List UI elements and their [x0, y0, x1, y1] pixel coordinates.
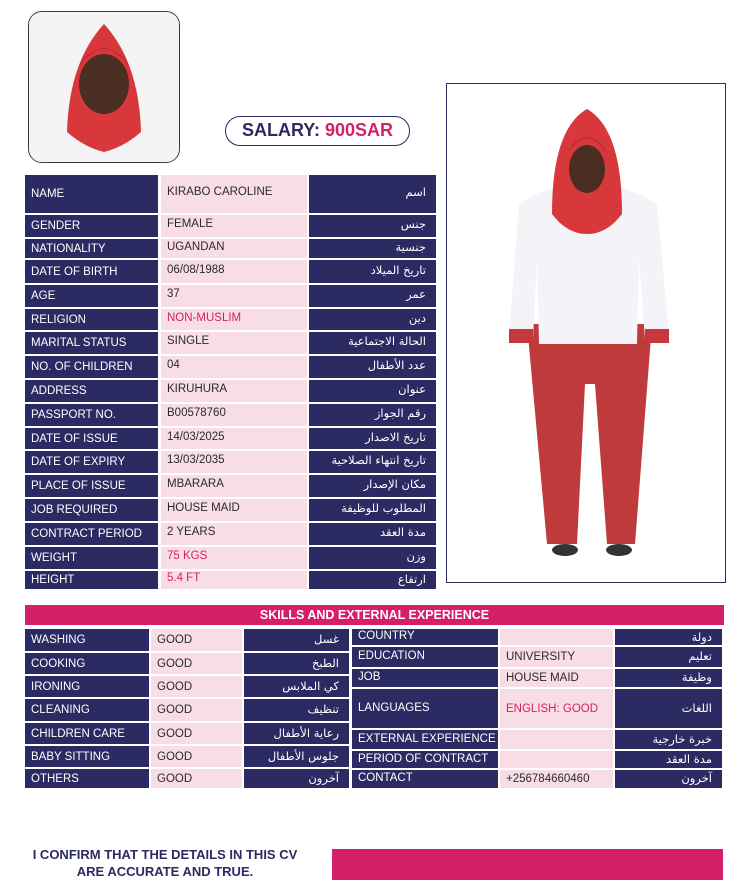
personal-arabic-label: المطلوب للوظيفة — [309, 499, 436, 521]
salary-label: SALARY: — [241, 120, 320, 140]
personal-arabic-label: جنس — [309, 215, 436, 237]
experience-value — [500, 730, 613, 749]
experience-value: +256784660460 — [500, 770, 613, 788]
personal-label: DATE OF EXPIRY — [25, 451, 158, 473]
personal-value: 06/08/1988 — [161, 260, 307, 283]
salary-badge — [225, 116, 410, 146]
personal-arabic-label: عنوان — [309, 380, 436, 402]
personal-value: 13/03/2035 — [161, 451, 307, 473]
skills-value: GOOD — [151, 769, 242, 788]
experience-value — [500, 751, 613, 768]
personal-label: NATIONALITY — [25, 239, 158, 258]
personal-value: KIRUHURA — [161, 380, 307, 402]
personal-value: 75 KGS — [161, 547, 307, 569]
experience-arabic-label: اللغات — [615, 689, 722, 728]
skills-arabic-label: كي الملابس — [244, 676, 349, 697]
personal-arabic-label: مكان الإصدار — [309, 475, 436, 497]
skills-label: IRONING — [25, 676, 149, 697]
confirmation-text: I CONFIRM THAT THE DETAILS IN THIS CV ARE ACCURATE AND TRUE. — [32, 847, 298, 879]
personal-value: UGANDAN — [161, 239, 307, 258]
experience-label: LANGUAGES — [352, 689, 498, 728]
experience-label: COUNTRY — [352, 629, 498, 645]
salary-value: 900SAR — [324, 120, 394, 140]
skills-value: GOOD — [151, 629, 242, 651]
personal-arabic-label: تاريخ الاصدار — [309, 428, 436, 449]
experience-arabic-label: تعليم — [615, 647, 722, 667]
personal-label: RELIGION — [25, 309, 158, 330]
experience-arabic-label: مدة العقد — [615, 751, 722, 768]
skills-arabic-label: غسل — [244, 629, 349, 651]
personal-arabic-label: وزن — [309, 547, 436, 569]
personal-value: KIRABO CAROLINE — [161, 175, 307, 213]
personal-value: B00578760 — [161, 404, 307, 426]
skills-value: GOOD — [151, 746, 242, 767]
experience-value: HOUSE MAID — [500, 669, 613, 687]
personal-label: DATE OF BIRTH — [25, 260, 158, 283]
personal-value: MBARARA — [161, 475, 307, 497]
personal-value: 2 YEARS — [161, 523, 307, 545]
personal-label: GENDER — [25, 215, 158, 237]
experience-arabic-label: آخرون — [615, 770, 722, 788]
portrait-illustration — [29, 12, 179, 162]
skills-label: CLEANING — [25, 699, 149, 721]
signature-bar — [332, 849, 723, 880]
personal-value: NON-MUSLIM — [161, 309, 307, 330]
skills-label: CHILDREN CARE — [25, 723, 149, 744]
personal-value: HOUSE MAID — [161, 499, 307, 521]
personal-label: DATE OF ISSUE — [25, 428, 158, 449]
personal-label: PASSPORT NO. — [25, 404, 158, 426]
personal-arabic-label: الحالة الاجتماعية — [309, 332, 436, 354]
personal-arabic-label: عمر — [309, 285, 436, 307]
portrait-photo — [28, 11, 180, 163]
skills-label: OTHERS — [25, 769, 149, 788]
skills-arabic-label: الطبخ — [244, 653, 349, 674]
personal-arabic-label: رقم الجواز — [309, 404, 436, 426]
personal-value: 37 — [161, 285, 307, 307]
personal-label: AGE — [25, 285, 158, 307]
skills-arabic-label: تنظيف — [244, 699, 349, 721]
experience-arabic-label: وظيفة — [615, 669, 722, 687]
personal-arabic-label: مدة العقد — [309, 523, 436, 545]
personal-label: JOB REQUIRED — [25, 499, 158, 521]
experience-arabic-label: دولة — [615, 629, 722, 645]
experience-label: CONTACT — [352, 770, 498, 788]
experience-arabic-label: خبرة خارجية — [615, 730, 722, 749]
skills-value: GOOD — [151, 723, 242, 744]
skills-label: BABY SITTING — [25, 746, 149, 767]
personal-label: WEIGHT — [25, 547, 158, 569]
personal-label: NO. OF CHILDREN — [25, 356, 158, 378]
personal-label: HEIGHT — [25, 571, 158, 589]
personal-label: MARITAL STATUS — [25, 332, 158, 354]
personal-value: FEMALE — [161, 215, 307, 237]
experience-label: PERIOD OF CONTRACT — [352, 751, 498, 768]
experience-value — [500, 629, 613, 645]
personal-label: ADDRESS — [25, 380, 158, 402]
personal-arabic-label: دين — [309, 309, 436, 330]
experience-label: JOB — [352, 669, 498, 687]
full-body-illustration — [447, 84, 725, 582]
skills-label: WASHING — [25, 629, 149, 651]
personal-label: CONTRACT PERIOD — [25, 523, 158, 545]
personal-arabic-label: جنسية — [309, 239, 436, 258]
personal-value: 04 — [161, 356, 307, 378]
personal-value: SINGLE — [161, 332, 307, 354]
skills-label: COOKING — [25, 653, 149, 674]
skills-arabic-label: رعاية الأطفال — [244, 723, 349, 744]
experience-label: EXTERNAL EXPERIENCE — [352, 730, 498, 749]
personal-arabic-label: ارتفاع — [309, 571, 436, 589]
personal-arabic-label: تاريخ الميلاد — [309, 260, 436, 283]
personal-label: NAME — [25, 175, 158, 213]
experience-label: EDUCATION — [352, 647, 498, 667]
experience-value: UNIVERSITY — [500, 647, 613, 667]
skills-section-header: SKILLS AND EXTERNAL EXPERIENCE — [25, 605, 724, 625]
experience-value: ENGLISH: GOOD — [500, 689, 613, 728]
personal-label: PLACE OF ISSUE — [25, 475, 158, 497]
personal-arabic-label: اسم — [309, 175, 436, 213]
skills-value: GOOD — [151, 699, 242, 721]
personal-arabic-label: عدد الأطفال — [309, 356, 436, 378]
skills-value: GOOD — [151, 653, 242, 674]
personal-value: 5.4 FT — [161, 571, 307, 589]
personal-value: 14/03/2025 — [161, 428, 307, 449]
skills-value: GOOD — [151, 676, 242, 697]
full-body-photo — [446, 83, 726, 583]
personal-arabic-label: تاريخ انتهاء الصلاحية — [309, 451, 436, 473]
skills-arabic-label: جلوس الأطفال — [244, 746, 349, 767]
skills-arabic-label: آخرون — [244, 769, 349, 788]
